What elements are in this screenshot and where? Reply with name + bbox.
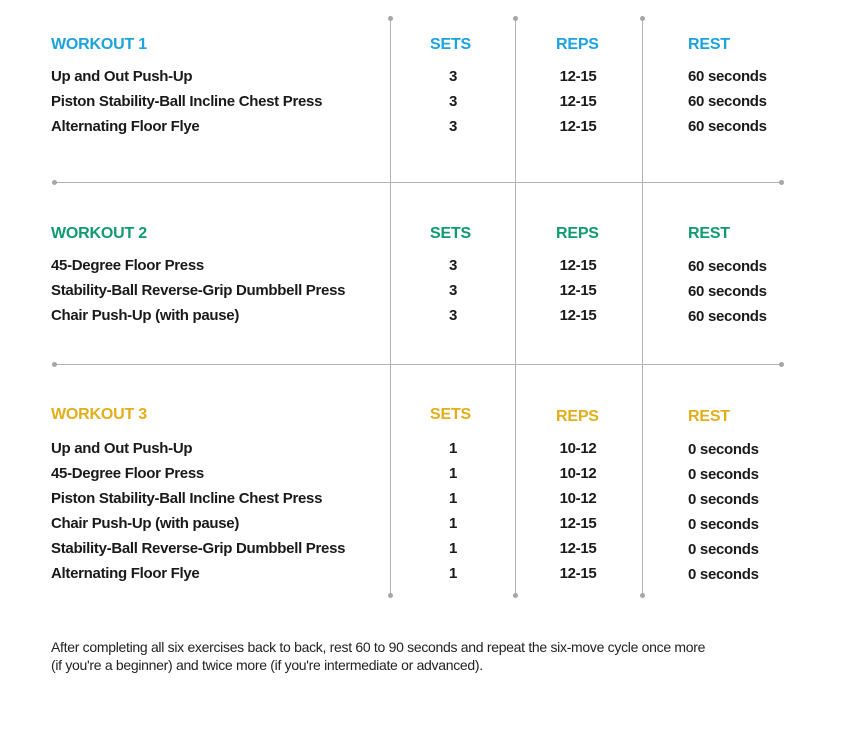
sets-value: 3	[448, 68, 458, 85]
rest-value: 0 seconds	[688, 466, 759, 483]
rest-value: 0 seconds	[688, 441, 759, 458]
reps-value: 12-15	[559, 93, 597, 110]
exercise-name: Alternating Floor Flye	[51, 565, 200, 582]
sets-value: 3	[448, 282, 458, 299]
rest-value: 0 seconds	[688, 491, 759, 508]
exercise-name: Piston Stability-Ball Incline Chest Press	[51, 93, 323, 110]
reps-value: 10-12	[559, 465, 597, 482]
sets-header: SETS	[430, 225, 471, 242]
workout-title: WORKOUT 1	[51, 36, 147, 53]
sets-value: 1	[448, 515, 458, 532]
rest-header: REST	[688, 225, 730, 242]
divider-dot	[388, 593, 393, 598]
sets-header: SETS	[430, 36, 471, 53]
sets-value: 1	[448, 465, 458, 482]
exercise-name: Chair Push-Up (with pause)	[51, 515, 240, 532]
sets-value: 3	[448, 118, 458, 135]
sets-value: 3	[448, 93, 458, 110]
sets-value: 3	[448, 307, 458, 324]
reps-value: 10-12	[559, 490, 597, 507]
sets-value: 1	[448, 440, 458, 457]
reps-value: 10-12	[559, 440, 597, 457]
exercise-name: Stability-Ball Reverse-Grip Dumbbell Press	[51, 282, 346, 299]
rest-header: REST	[688, 408, 730, 425]
divider-dot	[388, 16, 393, 21]
reps-header: REPS	[556, 225, 599, 242]
sets-value: 1	[448, 490, 458, 507]
sets-header: SETS	[430, 406, 471, 423]
workout-title: WORKOUT 3	[51, 406, 147, 423]
rest-value: 60 seconds	[688, 308, 767, 325]
reps-value: 12-15	[559, 540, 597, 557]
row-divider-2	[55, 364, 782, 365]
sets-value: 1	[448, 565, 458, 582]
rest-value: 60 seconds	[688, 258, 767, 275]
column-divider-2	[515, 19, 516, 595]
exercise-name: Stability-Ball Reverse-Grip Dumbbell Press	[51, 540, 346, 557]
rest-value: 0 seconds	[688, 541, 759, 558]
rest-header: REST	[688, 36, 730, 53]
reps-header: REPS	[556, 408, 599, 425]
reps-value: 12-15	[559, 118, 597, 135]
exercise-name: 45-Degree Floor Press	[51, 257, 204, 274]
rest-value: 60 seconds	[688, 283, 767, 300]
exercise-name: 45-Degree Floor Press	[51, 465, 204, 482]
workout-title: WORKOUT 2	[51, 225, 147, 242]
footnote: After completing all six exercises back to back, rest 60 to 90 seconds and repeat the six-move cycle once more (if you're a beginner) and twice more (if you're intermediate or advanced).	[51, 639, 706, 673]
reps-header: REPS	[556, 36, 599, 53]
reps-value: 12-15	[559, 307, 597, 324]
divider-dot	[640, 16, 645, 21]
rest-value: 0 seconds	[688, 566, 759, 583]
reps-value: 12-15	[559, 68, 597, 85]
reps-value: 12-15	[559, 282, 597, 299]
divider-dot	[513, 593, 518, 598]
divider-dot	[779, 362, 784, 367]
column-divider-1	[390, 19, 391, 595]
divider-dot	[640, 593, 645, 598]
rest-value: 60 seconds	[688, 93, 767, 110]
rest-value: 60 seconds	[688, 68, 767, 85]
divider-dot	[52, 180, 57, 185]
divider-dot	[52, 362, 57, 367]
exercise-name: Piston Stability-Ball Incline Chest Press	[51, 490, 323, 507]
exercise-name: Alternating Floor Flye	[51, 118, 200, 135]
reps-value: 12-15	[559, 565, 597, 582]
exercise-name: Chair Push-Up (with pause)	[51, 307, 240, 324]
divider-dot	[779, 180, 784, 185]
sets-value: 1	[448, 540, 458, 557]
reps-value: 12-15	[559, 515, 597, 532]
row-divider-1	[55, 182, 782, 183]
divider-dot	[513, 16, 518, 21]
sets-value: 3	[448, 257, 458, 274]
rest-value: 60 seconds	[688, 118, 767, 135]
column-divider-3	[642, 19, 643, 595]
exercise-name: Up and Out Push-Up	[51, 68, 193, 85]
rest-value: 0 seconds	[688, 516, 759, 533]
reps-value: 12-15	[559, 257, 597, 274]
exercise-name: Up and Out Push-Up	[51, 440, 193, 457]
